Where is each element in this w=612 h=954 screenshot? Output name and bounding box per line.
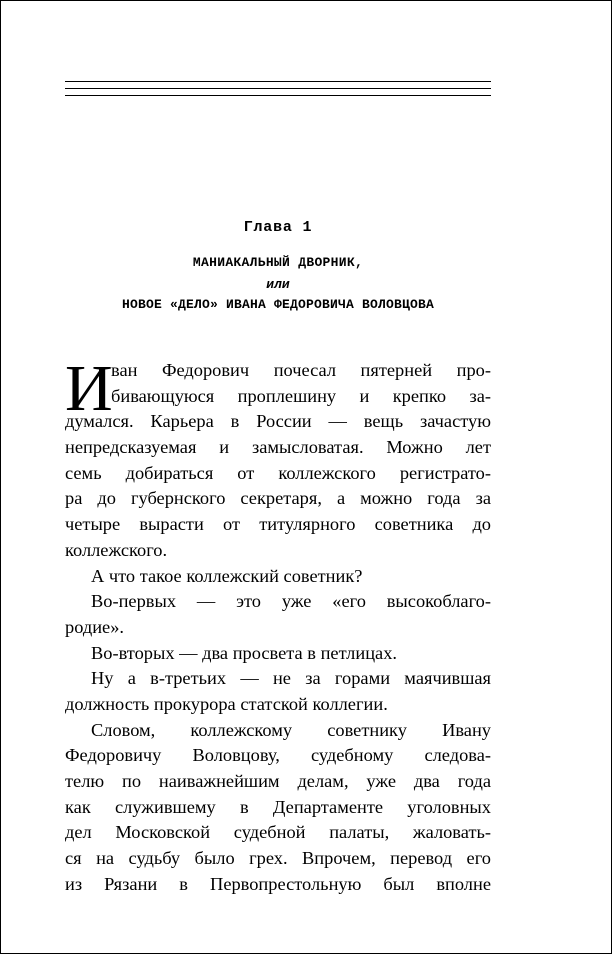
chapter-title-line-2: НОВОЕ «ДЕЛО» ИВАНА ФЕДОРОВИЧА ВОЛОВЦОВА [121, 297, 435, 312]
text-line: ван Федорович почесал пятерней про- [111, 360, 491, 380]
text-line: дел Московской судебной палаты, жаловать- [65, 822, 491, 843]
chapter-title-line-1: МАНИАКАЛЬНЫЙ ДВОРНИК, [192, 255, 364, 270]
chapter-number: Глава 1 [243, 219, 313, 236]
text-line: родие». [65, 616, 125, 637]
text-line: Во-первых — это уже «его высокоблаго- [91, 591, 491, 612]
text-line: семь добираться от коллежского регистрато- [65, 462, 491, 483]
chapter-title-conjunction: или [266, 277, 290, 292]
text-line: бивающуюся проплешину и крепко за- [111, 385, 491, 406]
text-line: Словом, коллежскому советнику Ивану [91, 719, 491, 740]
header-rules [65, 81, 491, 96]
body-text [65, 352, 491, 897]
text-line: ся на судьбу было грех. Впрочем, перевод его [65, 848, 491, 869]
text-line: коллежского. [65, 539, 168, 560]
header-rule [65, 81, 491, 82]
text-line: из Рязани в Первопрестольную был вполне [65, 873, 491, 894]
text-line: четыре вырасти от титулярного советника до [65, 514, 491, 535]
header-rule [65, 88, 491, 89]
text-line: должность прокурора статской коллегии. [65, 693, 388, 714]
text-line: Ну а в-третьих — не за горами маячившая [91, 668, 491, 689]
text-line: как служившему в Департаменте уголовных [65, 796, 491, 817]
text-line: Федоровичу Воловцову, судебному следова- [65, 745, 491, 766]
text-line: непредсказуемая и замысловатая. Можно лет [65, 437, 491, 458]
text-line: А что такое коллежский советник? [91, 565, 363, 586]
header-rule [65, 95, 491, 96]
text-line: телю по наиважнейшим делам, уже два года [65, 771, 491, 791]
text-line: ра до губернского секретаря, а можно года за [65, 488, 491, 509]
drop-cap: И [65, 352, 113, 425]
text-line: Во-вторых — два просвета в петлицах. [91, 642, 397, 663]
text-line: думался. Карьера в России — вещь зачастую [65, 411, 491, 432]
